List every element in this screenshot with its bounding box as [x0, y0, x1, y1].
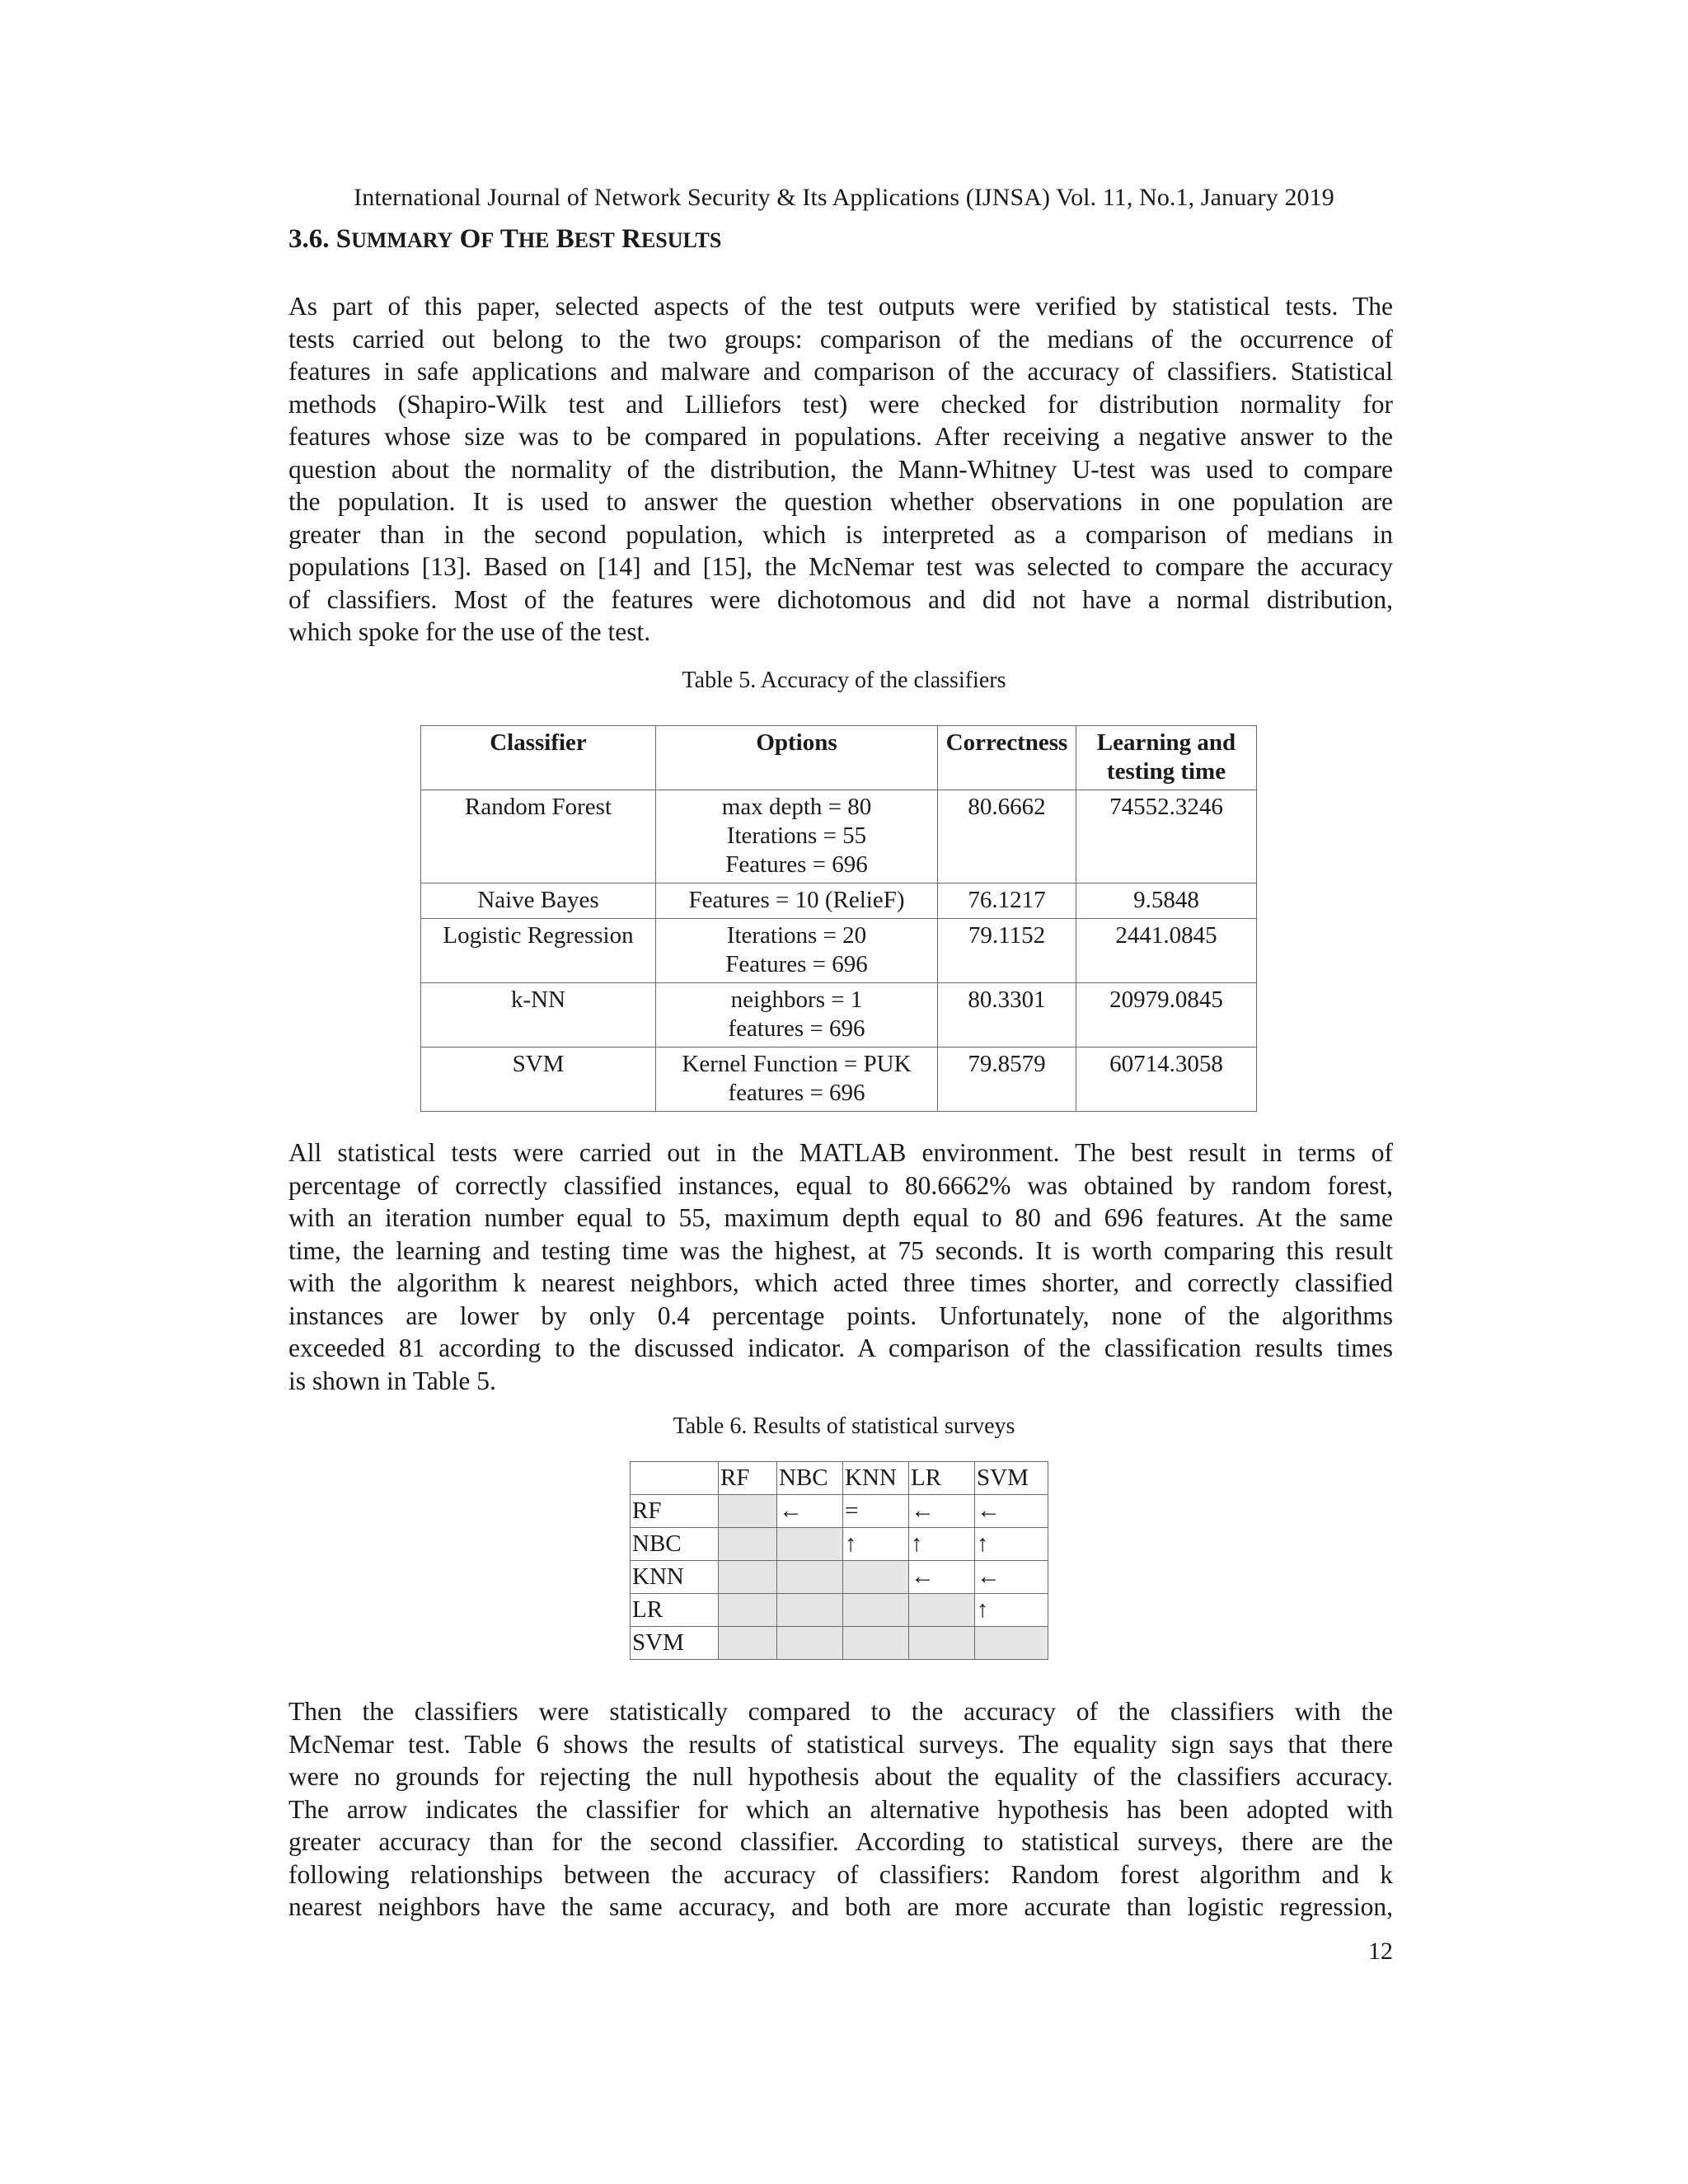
section-title-word: THE [499, 224, 550, 254]
column-header: Correctness [938, 726, 1076, 790]
table-cell: ↑ [843, 1528, 909, 1561]
text-line: percentage of correctly classified instances, equal to 80.6662% was obtained by random forest, [288, 1170, 1393, 1200]
table-cell [777, 1528, 843, 1561]
page-number: 12 [1368, 1938, 1393, 1965]
paragraph-intro [288, 290, 1393, 649]
text-line: features whose size was to be compared in populations. After receiving a negative answer to the [288, 422, 1393, 451]
option-line: Iterations = 20 [726, 922, 867, 949]
table-row [631, 1495, 1048, 1528]
table-cell: = [843, 1495, 909, 1528]
text-line: instances are lower by only 0.4 percentage points. Unfortunately, none of the algorithms [288, 1301, 1393, 1330]
option-line: Kernel Function = PUK [682, 1051, 912, 1077]
section-title [288, 223, 721, 257]
paragraph-discussion [288, 1695, 1393, 1924]
table-cell [843, 1627, 909, 1660]
text-line: McNemar test. Table 6 shows the results of statistical surveys. The equality sign says that there [288, 1729, 1393, 1759]
text-line: of classifiers. Most of the features were dichotomous and did not have a normal distribution, [288, 584, 1393, 614]
table-cell [843, 1561, 909, 1594]
cell-time: 9.5848 [1076, 883, 1257, 919]
section-title-word: BEST [556, 224, 615, 254]
text-line: time, the learning and testing time was the highest, at 75 seconds. It is worth comparing this result [288, 1235, 1393, 1265]
section-number: 3.6. [288, 224, 330, 254]
paragraph-results [288, 1137, 1393, 1397]
cell-correctness: 79.8579 [938, 1047, 1076, 1112]
option-line: features = 696 [728, 1080, 865, 1106]
option-line: features = 696 [728, 1015, 865, 1042]
text-line: question about the normality of the distribution, the Mann-Whitney U-test was used to compare [288, 454, 1393, 484]
text-line: which spoke for the use of the test. [288, 617, 651, 646]
text-line: As part of this paper, selected aspects of the test outputs were verified by statistical tests. The [288, 292, 1393, 321]
table-cell [719, 1495, 777, 1528]
text-line: greater than in the second population, which is interpreted as a comparison of medians in [288, 519, 1393, 549]
text-line: tests carried out belong to the two groups: comparison of the medians of the occurrence of [288, 324, 1393, 354]
table-header-row [421, 726, 1257, 790]
table-cell: ← [975, 1495, 1048, 1528]
text-line: with an iteration number equal to 55, maximum depth equal to 80 and 696 features. At the same [288, 1203, 1393, 1232]
cell-time: 2441.0845 [1076, 919, 1257, 983]
text-line: nearest neighbors have the same accuracy, and both are more accurate than logistic regression, [288, 1892, 1393, 1921]
option-line: Iterations = 55 [726, 823, 867, 849]
table-cell [777, 1627, 843, 1660]
cell-time: 74552.3246 [1076, 790, 1257, 883]
corner-cell [631, 1462, 719, 1495]
section-title-word: OF [459, 224, 495, 254]
option-line: Features = 696 [725, 951, 868, 977]
text-line: the population. It is used to answer the question whether observations in one population are [288, 487, 1393, 516]
table5-caption: Table 5. Accuracy of the classifiers [682, 668, 1006, 693]
table-cell [975, 1627, 1048, 1660]
table-cell [719, 1561, 777, 1594]
table-cell: ← [975, 1561, 1048, 1594]
option-line: Features = 10 (RelieF) [688, 887, 905, 913]
table-cell [843, 1594, 909, 1627]
table-row [631, 1528, 1048, 1561]
table-cell: ↑ [975, 1528, 1048, 1561]
row-header: LR [631, 1594, 719, 1627]
column-header: RF [719, 1462, 777, 1495]
table-cell: ↑ [975, 1594, 1048, 1627]
cell-classifier: Logistic Regression [421, 919, 656, 983]
cell-correctness: 80.6662 [938, 790, 1076, 883]
text-line: populations [13]. Based on [14] and [15], the McNemar test was selected to compare the accuracy [288, 552, 1393, 581]
table-cell [909, 1627, 975, 1660]
table5-accuracy [420, 725, 1257, 1112]
text-line: methods (Shapiro-Wilk test and Lilliefors test) were checked for distribution normality for [288, 389, 1393, 419]
column-header: KNN [843, 1462, 909, 1495]
cell-time: 20979.0845 [1076, 983, 1257, 1047]
table-cell [909, 1594, 975, 1627]
table-cell [719, 1528, 777, 1561]
cell-options [656, 883, 938, 919]
column-header: NBC [777, 1462, 843, 1495]
section-title-word: SUMMARY [335, 224, 453, 254]
running-head: International Journal of Network Security & Its Applications (IJNSA) Vol. 11, No.1, January 2019 [354, 184, 1334, 211]
text-line: following relationships between the accuracy of classifiers: Random forest algorithm and k [288, 1859, 1393, 1889]
table-cell [777, 1561, 843, 1594]
table-cell: ← [777, 1495, 843, 1528]
column-header: Classifier [421, 726, 656, 790]
table6-caption: Table 6. Results of statistical surveys [673, 1413, 1015, 1439]
option-line: max depth = 80 [721, 794, 872, 820]
table-row [421, 790, 1257, 883]
cell-classifier: k-NN [421, 983, 656, 1047]
text-line: is shown in Table 5. [288, 1366, 496, 1395]
column-header: Options [656, 726, 938, 790]
table-cell: ← [909, 1495, 975, 1528]
table-row [421, 883, 1257, 919]
row-header: RF [631, 1495, 719, 1528]
cell-options [656, 1047, 938, 1112]
text-line: with the algorithm k nearest neighbors, which acted three times shorter, and correctly classified [288, 1268, 1393, 1297]
table-cell [719, 1594, 777, 1627]
column-header: Learning and testing time [1076, 726, 1257, 790]
text-line: features in safe applications and malware and comparison of the accuracy of classifiers. Statistical [288, 357, 1393, 386]
table6-statistical-surveys [630, 1461, 1048, 1660]
text-line: Then the classifiers were statistically compared to the accuracy of the classifiers with the [288, 1697, 1393, 1726]
table-cell: ↑ [909, 1528, 975, 1561]
text-line: exceeded 81 according to the discussed indicator. A comparison of the classification results times [288, 1333, 1393, 1362]
cell-correctness: 76.1217 [938, 883, 1076, 919]
row-header: NBC [631, 1528, 719, 1561]
cell-classifier: Naive Bayes [421, 883, 656, 919]
table-cell [719, 1627, 777, 1660]
cell-classifier: SVM [421, 1047, 656, 1112]
table-row [631, 1594, 1048, 1627]
table-row [631, 1627, 1048, 1660]
text-line: All statistical tests were carried out in the MATLAB environment. The best result in terms of [288, 1138, 1393, 1167]
option-line: Features = 696 [725, 851, 868, 878]
text-line: greater accuracy than for the second classifier. According to statistical surveys, there are the [288, 1827, 1393, 1856]
row-header: SVM [631, 1627, 719, 1660]
cell-correctness: 79.1152 [938, 919, 1076, 983]
cell-correctness: 80.3301 [938, 983, 1076, 1047]
table-header-row [631, 1462, 1048, 1495]
cell-options [656, 919, 938, 983]
table-cell: ← [909, 1561, 975, 1594]
section-title-word: RESULTS [621, 224, 722, 254]
column-header: SVM [975, 1462, 1048, 1495]
row-header: KNN [631, 1561, 719, 1594]
table-row [421, 983, 1257, 1047]
table-row [631, 1561, 1048, 1594]
column-header: LR [909, 1462, 975, 1495]
text-line: were no grounds for rejecting the null hypothesis about the equality of the classifiers accuracy. [288, 1762, 1393, 1791]
cell-options [656, 983, 938, 1047]
table-row [421, 919, 1257, 983]
table-row [421, 1047, 1257, 1112]
option-line: neighbors = 1 [730, 987, 863, 1013]
cell-options [656, 790, 938, 883]
text-line: The arrow indicates the classifier for which an alternative hypothesis has been adopted with [288, 1794, 1393, 1824]
cell-time: 60714.3058 [1076, 1047, 1257, 1112]
table-cell [777, 1594, 843, 1627]
cell-classifier: Random Forest [421, 790, 656, 883]
